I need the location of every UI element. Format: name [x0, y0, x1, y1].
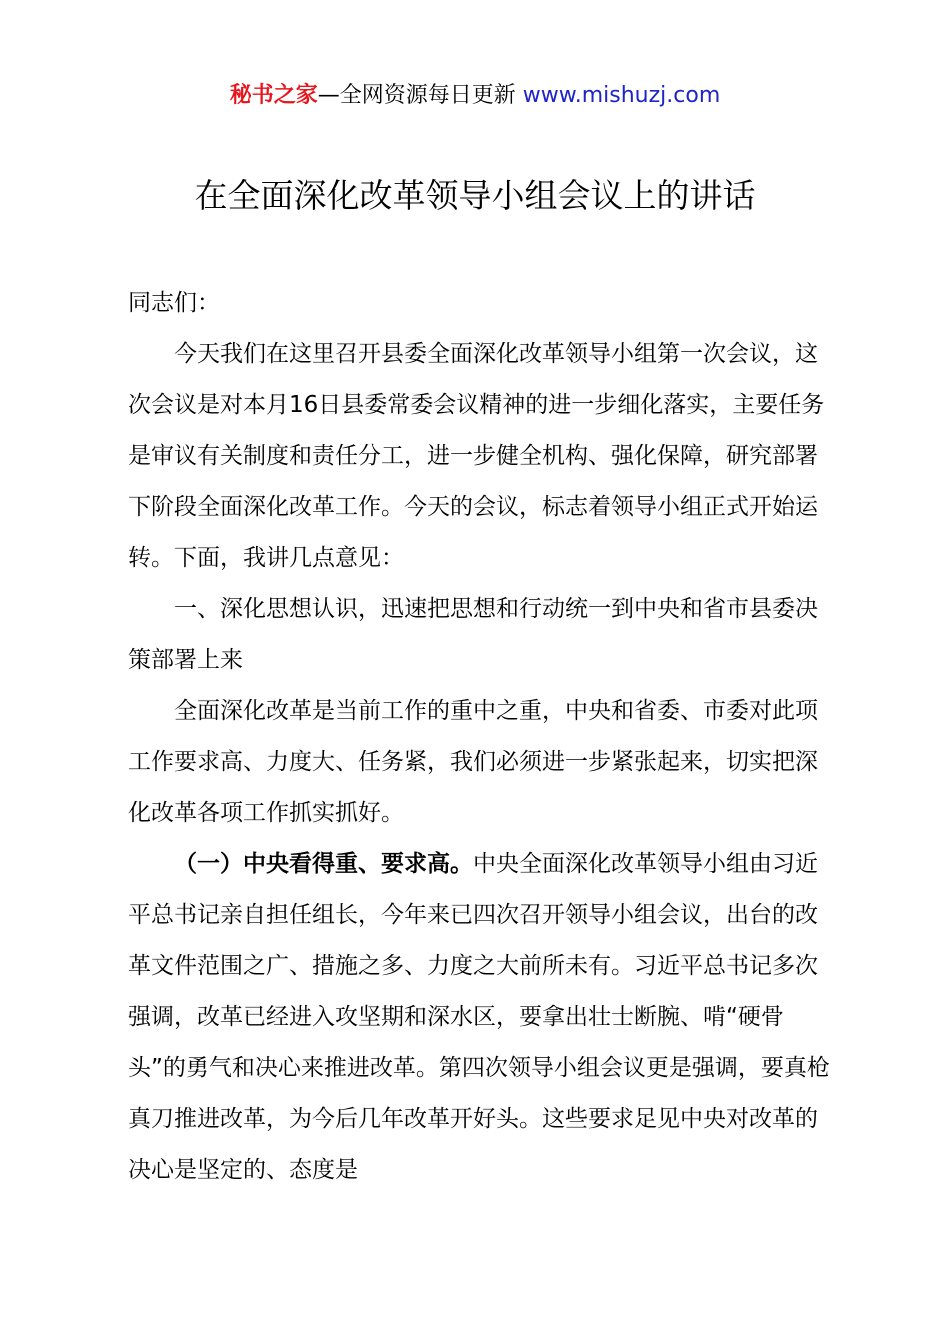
point-one-text: 中央全面深化改革领导小组由习近平总书记亲自担任组长，今年来已四次召开领导小组会议，出台的改革文件范围之广、措施之多、力度之大前所未有。习近平总书记多次强调，改革已经进入攻坚期和深水区，要拿出壮士断腕、啃“硬骨头”的勇气和决心来推进改革。第四次领导小组会议更是强调，要真枪真刀推进改革，为今后几年改革开好头。这些要求足见中央对改革的决心是坚定的、态度是 — [128, 851, 830, 1183]
site-url-link[interactable]: www.mishuzj.com — [522, 83, 721, 108]
section-heading-one: 一、深化思想认识，迅速把思想和行动统一到中央和省市县委决策部署上来 — [128, 596, 818, 673]
site-header — [0, 80, 950, 112]
document-title: 在全面深化改革领导小组会议上的讲话 — [194, 176, 756, 215]
point-one-heading: （一）中央看得重、要求高。 — [174, 851, 473, 877]
header-tagline: —全网资源每日更新 — [317, 83, 516, 108]
document-body — [128, 278, 840, 1196]
brand-name: 秘书之家 — [229, 83, 318, 108]
point-one-paragraph — [128, 839, 840, 1196]
salutation: 同志们： — [128, 290, 220, 316]
intro-paragraph: 今天我们在这里召开县委全面深化改革领导小组第一次会议，这次会议是对本月16日县委常委会议精神的进一步细化落实，主要任务是审议有关制度和责任分工，进一步健全机构、强化保障，研究部署下阶段全面深化改革工作。今天的会议，标志着领导小组正式开始运转。下面，我讲几点意见： — [128, 341, 825, 571]
section-one-paragraph: 全面深化改革是当前工作的重中之重，中央和省委、市委对此项工作要求高、力度大、任务紧，我们必须进一步紧张起来，切实把深化改革各项工作抓实抓好。 — [128, 698, 818, 826]
